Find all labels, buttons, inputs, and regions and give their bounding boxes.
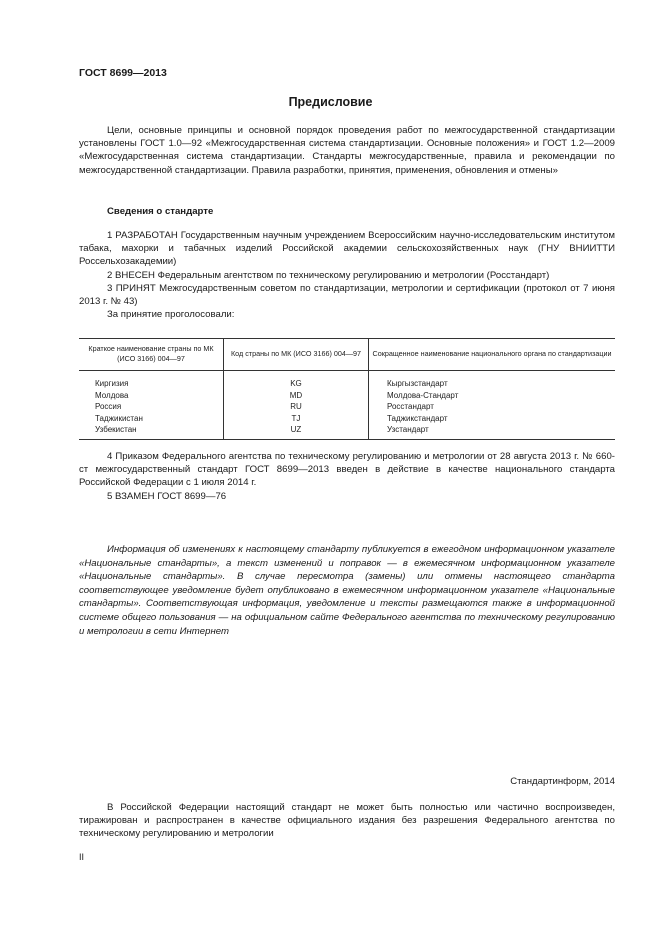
changes-notice-text: Информация об изменениях к настоящему стандарту публикуется в ежегодном информационном указателе «Национальные стандарты», а текст изменений и поправок — в ежемесячном информационном указателе «Национальные стандарты». В случае пересмотра (замены) или отмены настоящего стандарта соответствующее уведомление будет опубликовано в ежемесячном информационном указателе «Национальные стандарты». Соответствующая информация, уведомление и тексты размещаются также в информационной системе общего пользования — на официальном сайте Федерального агентства по техническому регулированию и метрологии в сети Интернет (79, 544, 615, 637)
standards-body: Таджикстандарт (387, 413, 448, 423)
vote-table-header-row (79, 339, 615, 371)
country-code: KG (224, 371, 369, 390)
column-header-body: Сокращенное наименование национального органа по стандартизации (369, 339, 616, 371)
standard-info-items-cont (79, 450, 615, 503)
table-row (79, 413, 615, 425)
country-name: Узбекистан (79, 424, 224, 439)
page-title: Предисловие (288, 95, 373, 109)
country-code: UZ (224, 424, 369, 439)
standards-body: Узстандарт (369, 424, 616, 439)
changes-notice (79, 543, 615, 638)
country-name: Россия (79, 401, 224, 413)
table-row (79, 401, 615, 413)
info-item-3: 3 ПРИНЯТ Межгосударственным советом по стандартизации, метрологии и сертификации (протокол от 7 июня 2013 г. № 43) (79, 282, 615, 308)
info-item-5: 5 ВЗАМЕН ГОСТ 8699—76 (107, 490, 227, 502)
country-name: Киргизия (79, 371, 224, 390)
country-code: RU (224, 401, 369, 413)
standards-body: Молдова-Стандарт (387, 390, 459, 400)
info-item-2: 2 ВНЕСЕН Федеральным агентством по техническому регулированию и метрологии (Росстандарт) (107, 269, 550, 281)
standard-code-header: ГОСТ 8699—2013 (79, 67, 167, 79)
country-code: TJ (224, 413, 369, 425)
standard-info-items (79, 229, 615, 321)
column-header-country: Краткое наименование страны по МК (ИСО 3166) 004—97 (79, 339, 224, 371)
info-item-4: 4 Приказом Федерального агентства по техническому регулированию и метрологии от 28 августа 2013 г. № 660-ст межгосударственный стандарт ГОСТ 8699—2013 введен в действие в качестве национального стандарта Российской Федерации с 1 июля 2014 г. (79, 451, 615, 489)
copyright-text: В Российской Федерации настоящий стандарт не может быть полностью или частично воспроизведен, тиражирован и распространен в качестве официального издания без разрешения Федерального агентства по техническому регулированию и метрологии (79, 802, 615, 840)
intro-text: Цели, основные принципы и основной порядок проведения работ по межгосударственной стандартизации установлены ГОСТ 1.0—92 «Межгосударственная система стандартизации. Основные положения» и ГОСТ 1.2—2009 «Межгосударственная система стандартизации. Стандарты межгосударственные, правила и рекомендации по межгосударственной стандартизации. Правила разработки, принятия, применения, обновления и отмены» (79, 125, 615, 176)
page-number: II (79, 852, 85, 862)
info-item-1: 1 РАЗРАБОТАН Государственным научным учреждением Всероссийским научно-исследовательским институтом табака, махорки и табачных изделий Российской академии сельскохозяйственных наук (ГНУ ВНИИТТИ Россельхозакадемии) (79, 230, 615, 268)
vote-table (79, 338, 615, 440)
intro-paragraph (79, 124, 615, 177)
section-heading: Сведения о стандарте (107, 206, 214, 217)
table-row (79, 390, 615, 402)
country-code: MD (224, 390, 369, 402)
voted-label: За принятие проголосовали: (107, 309, 235, 321)
table-row (79, 371, 615, 390)
country-name: Таджикистан (79, 413, 224, 425)
standards-body: Кыргызстандарт (387, 379, 448, 388)
copyright-notice (79, 801, 615, 841)
standards-body: Росстандарт (387, 402, 434, 412)
table-row (79, 424, 615, 439)
column-header-code: Код страны по МК (ИСО 3166) 004—97 (224, 339, 369, 371)
publisher-line: Стандартинформ, 2014 (510, 776, 615, 787)
country-name: Молдова (79, 390, 224, 402)
